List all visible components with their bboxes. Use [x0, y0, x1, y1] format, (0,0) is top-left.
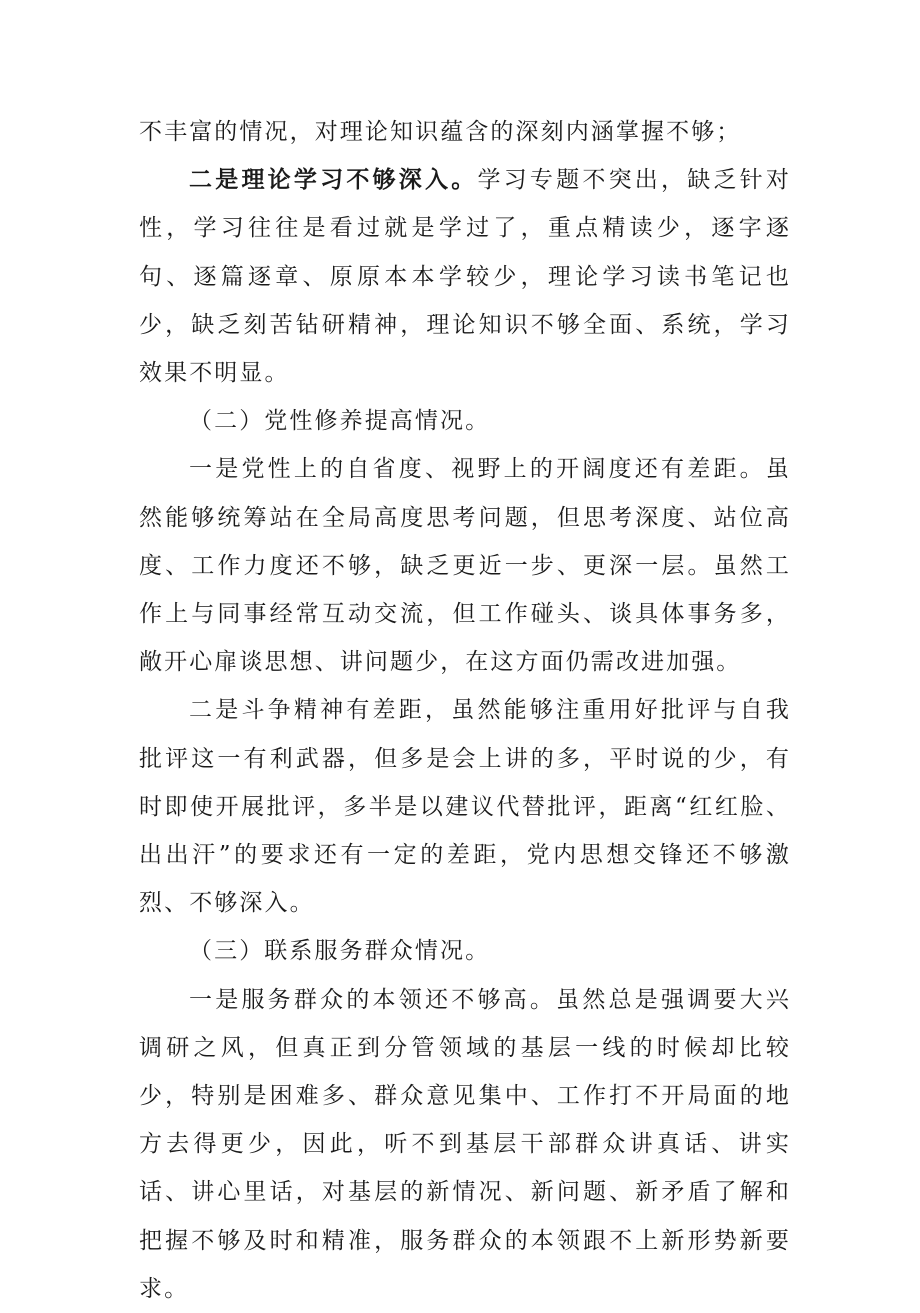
paragraph-self-reflection — [139, 445, 791, 686]
paragraph-theory-depth — [139, 156, 791, 397]
section-heading-text: （二）党性修养提高情况。 — [189, 408, 491, 435]
section-heading-serve-masses — [139, 927, 791, 975]
paragraph-text: 二是斗争精神有差距，虽然能够注重用好批评与自我批评这一有利武器，但多是会上讲的多，平时说的少，有时即使开展批评，多半是以建议代替批评，距离“红红脸、出出汗”的要求还有一定的差距，党内思想交锋还不够激烈、不够深入。 — [139, 697, 791, 917]
section-heading-party-spirit — [139, 397, 791, 445]
paragraph-text: 一是党性上的自省度、视野上的开阔度还有差距。虽然能够统筹站在全局高度思考问题，但思考深度、站位高度、工作力度还不够，缺乏更近一步、更深一层。虽然工作上与同事经常互动交流，但工作碰头、谈具体事务多，敞开心扉谈思想、讲问题少，在这方面仍需改进加强。 — [139, 456, 791, 676]
paragraph-continued — [139, 108, 791, 156]
paragraph-text: 一是服务群众的本领还不够高。虽然总是强调要大兴调研之风，但真正到分管领域的基层一线的时候却比较少，特别是困难多、群众意见集中、工作打不开局面的地方去得更少，因此，听不到基层干部群众讲真话、讲实话、讲心里话，对基层的新情况、新问题、新矛盾了解和把握不够及时和精准，服务群众的本领跟不上新形势新要求。 — [139, 986, 791, 1302]
paragraph-text: 学习专题不突出，缺乏针对性，学习往往是看过就是学过了，重点精读少，逐字逐句、逐篇逐章、原原本本学较少，理论学习读书笔记也少，缺乏刻苦钻研精神，理论知识不够全面、系统，学习效果不明显。 — [139, 167, 791, 387]
paragraph-service-ability — [139, 976, 791, 1313]
paragraph-text: 不丰富的情况，对理论知识蕴含的深刻内涵掌握不够； — [139, 119, 742, 145]
section-heading-text: （三）联系服务群众情况。 — [189, 938, 491, 965]
paragraph-lead: 二是理论学习不够深入。 — [189, 166, 478, 194]
document-body — [139, 108, 791, 1313]
paragraph-struggle-spirit — [139, 686, 791, 927]
